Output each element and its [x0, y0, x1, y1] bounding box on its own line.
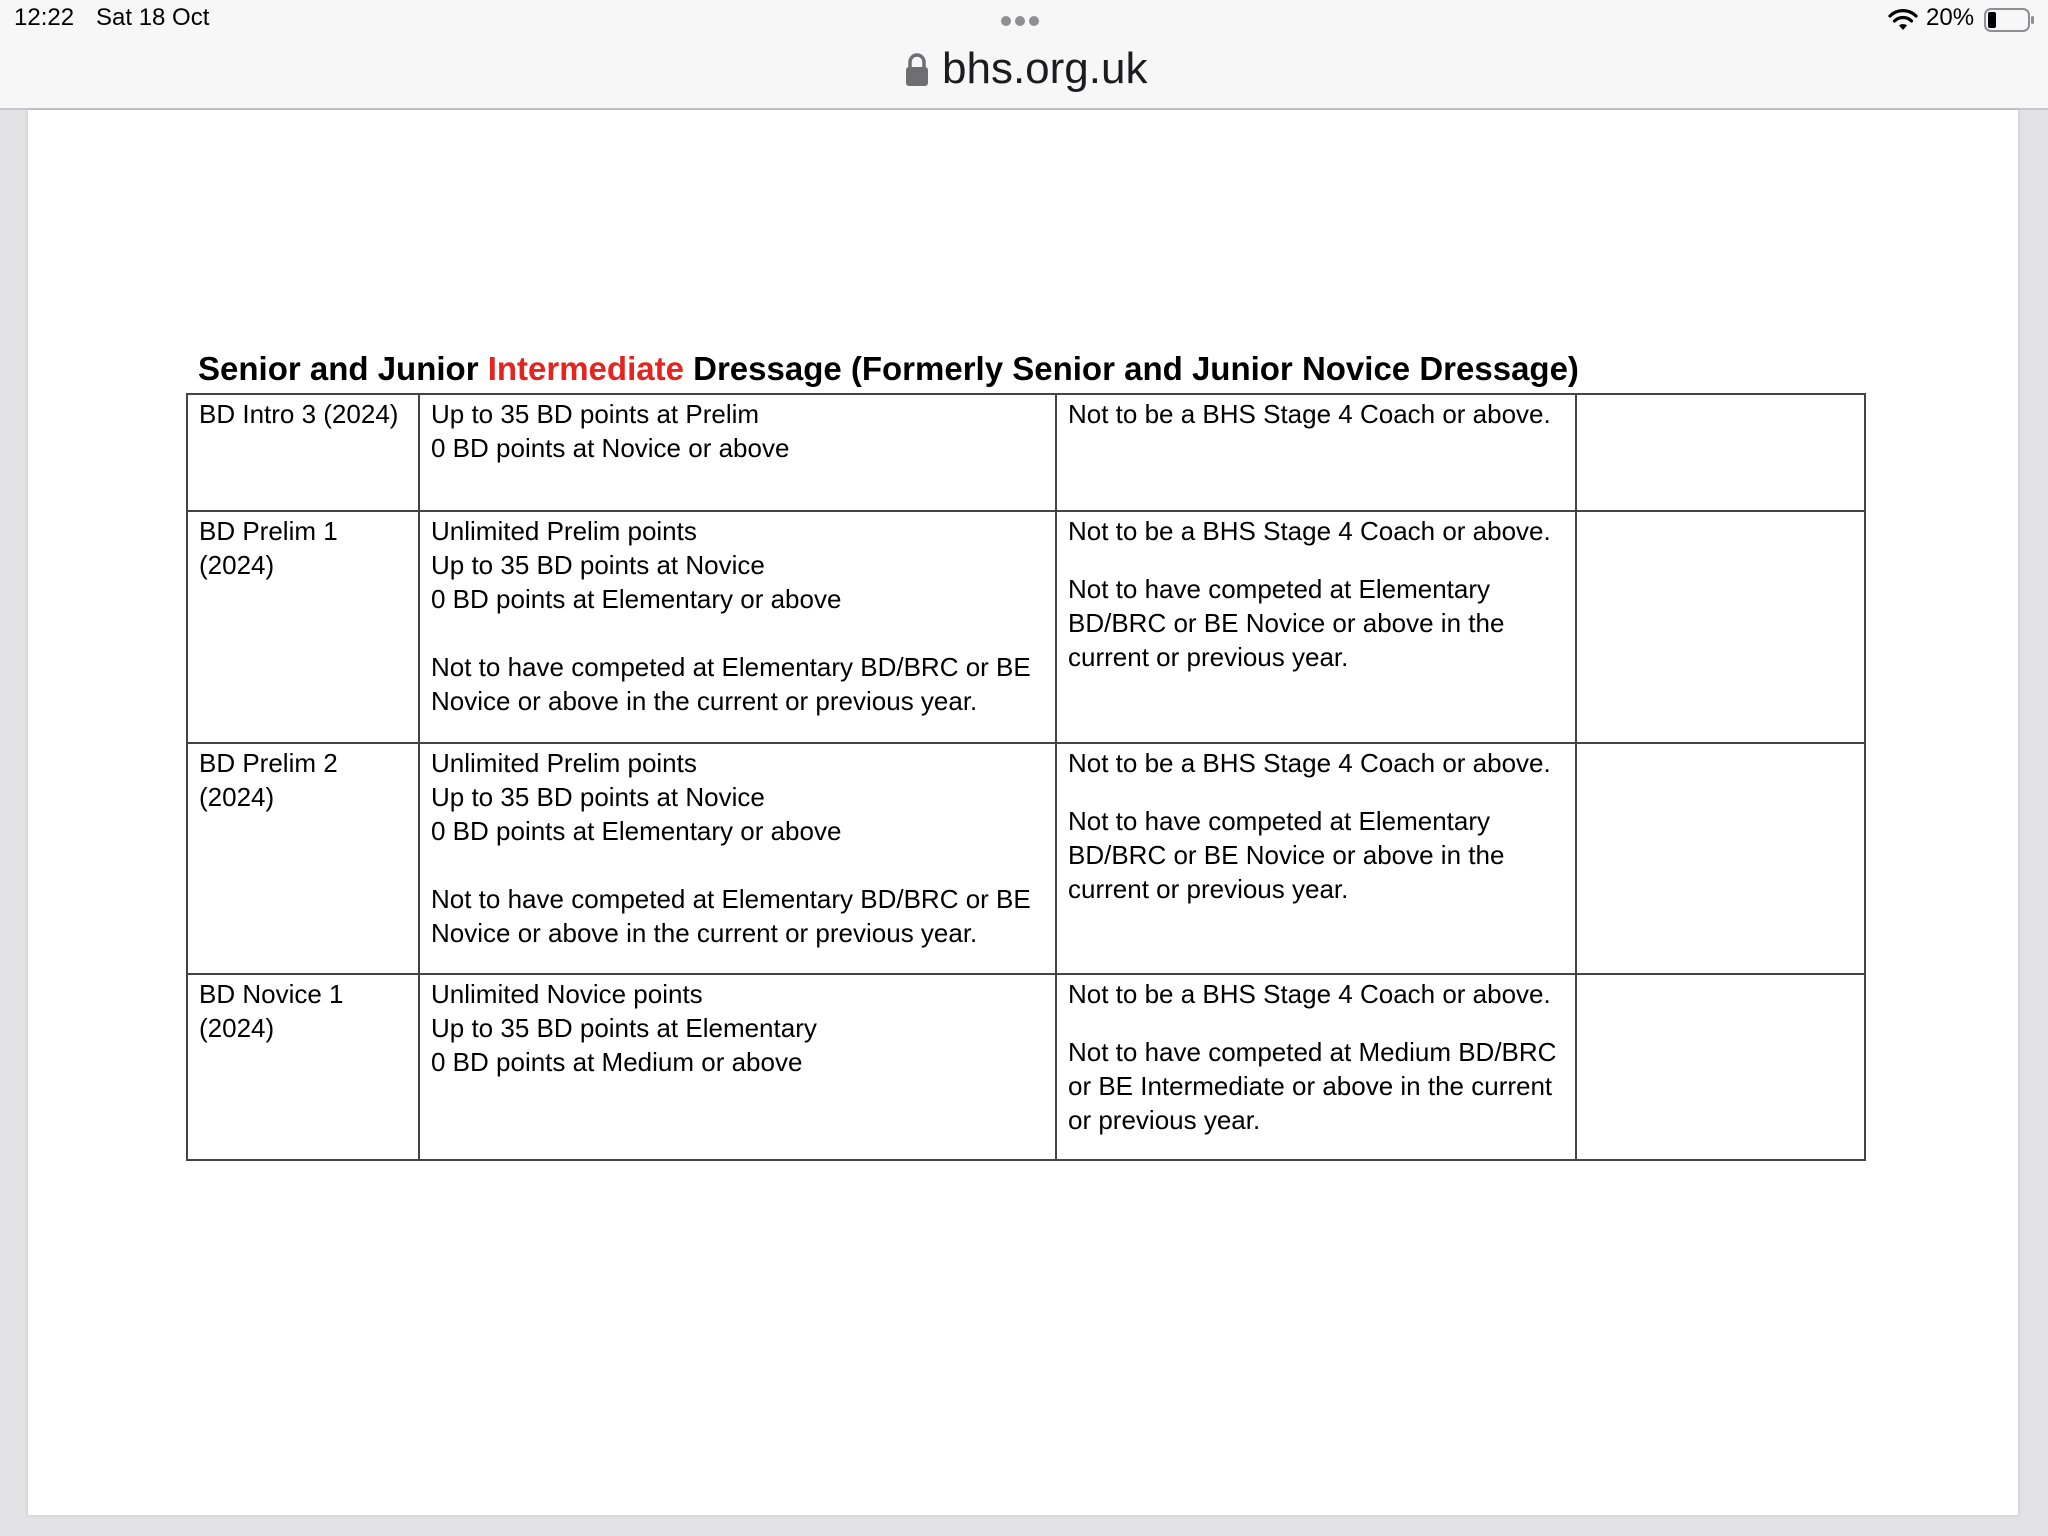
competed-criteria-line: BD/BRC or BE Novice or above in the — [1068, 608, 1505, 638]
url-text[interactable]: bhs.org.uk — [942, 44, 1148, 93]
empty-cell — [1576, 743, 1865, 974]
criteria-cell — [1056, 974, 1576, 1160]
criteria-cell — [1056, 511, 1576, 743]
competed-criteria-line: Not to have competed at Medium BD/BRC — [1068, 1037, 1557, 1067]
criteria-cell — [1056, 743, 1576, 974]
test-cell — [187, 511, 419, 743]
coach-criteria: Not to be a BHS Stage 4 Coach or above. — [1068, 748, 1551, 778]
competed-criteria-line: current or previous year. — [1068, 642, 1349, 672]
test-cell — [187, 974, 419, 1160]
competed-criteria-line: or BE Intermediate or above in the current — [1068, 1071, 1553, 1101]
points-line: Unlimited Prelim points — [431, 516, 697, 546]
points-cell — [419, 743, 1056, 974]
table-row — [187, 394, 1865, 511]
wifi-icon — [1888, 8, 1918, 32]
title-suffix: Dressage (Formerly Senior and Junior Novice Dressage) — [683, 350, 1579, 387]
title-accent: Intermediate — [487, 350, 684, 387]
test-year: (2024) — [199, 782, 275, 812]
points-line: 0 BD points at Elementary or above — [431, 816, 842, 846]
test-cell — [187, 394, 419, 511]
coach-criteria: Not to be a BHS Stage 4 Coach or above. — [1068, 399, 1551, 429]
table-row — [187, 511, 1865, 743]
points-line: Up to 35 BD points at Novice — [431, 550, 765, 580]
test-cell — [187, 743, 419, 974]
title-prefix: Senior and Junior — [198, 350, 488, 387]
test-name: BD Intro 3 (2024) — [199, 399, 399, 429]
empty-cell — [1576, 511, 1865, 743]
status-time: 12:22 — [14, 4, 75, 31]
points-line: Up to 35 BD points at Prelim — [431, 399, 760, 429]
document-title — [198, 350, 1579, 388]
browser-address-bar[interactable] — [0, 40, 2048, 110]
competed-criteria-line: BD/BRC or BE Novice or above in the — [1068, 840, 1505, 870]
test-year: (2024) — [199, 1013, 275, 1043]
points-cell — [419, 511, 1056, 743]
test-year: (2024) — [199, 550, 275, 580]
competed-criteria-line: current or previous year. — [1068, 874, 1349, 904]
empty-cell — [1576, 394, 1865, 511]
test-name: BD Novice 1 — [199, 979, 344, 1009]
battery-percentage: 20% — [1926, 4, 1975, 31]
points-note-line: Novice or above in the current or previous year. — [431, 918, 978, 948]
points-note-line: Not to have competed at Elementary BD/BRC or BE — [431, 884, 1031, 914]
table-row — [187, 974, 1865, 1160]
coach-criteria: Not to be a BHS Stage 4 Coach or above. — [1068, 516, 1551, 546]
points-line: Unlimited Prelim points — [431, 748, 697, 778]
eligibility-table — [186, 393, 1866, 1161]
document-page — [28, 110, 2018, 1515]
lock-icon — [904, 52, 930, 88]
points-line: 0 BD points at Novice or above — [431, 433, 790, 463]
points-cell — [419, 394, 1056, 511]
battery-icon — [1984, 8, 2036, 32]
criteria-cell — [1056, 394, 1576, 511]
competed-criteria-line: or previous year. — [1068, 1105, 1261, 1135]
points-cell — [419, 974, 1056, 1160]
status-date: Sat 18 Oct — [96, 4, 210, 31]
points-line: 0 BD points at Medium or above — [431, 1047, 803, 1077]
points-note-line: Not to have competed at Elementary BD/BRC or BE — [431, 652, 1031, 682]
competed-criteria-line: Not to have competed at Elementary — [1068, 806, 1491, 836]
points-note-line: Novice or above in the current or previous year. — [431, 686, 978, 716]
coach-criteria: Not to be a BHS Stage 4 Coach or above. — [1068, 979, 1551, 1009]
points-line: Up to 35 BD points at Novice — [431, 782, 765, 812]
points-line: Unlimited Novice points — [431, 979, 703, 1009]
competed-criteria-line: Not to have competed at Elementary — [1068, 574, 1491, 604]
points-line: Up to 35 BD points at Elementary — [431, 1013, 817, 1043]
test-name: BD Prelim 1 — [199, 516, 338, 546]
status-bar — [0, 0, 2048, 40]
test-name: BD Prelim 2 — [199, 748, 338, 778]
table-row — [187, 743, 1865, 974]
empty-cell — [1576, 974, 1865, 1160]
points-line: 0 BD points at Elementary or above — [431, 584, 842, 614]
multitasking-dots-icon[interactable] — [1001, 13, 1047, 25]
